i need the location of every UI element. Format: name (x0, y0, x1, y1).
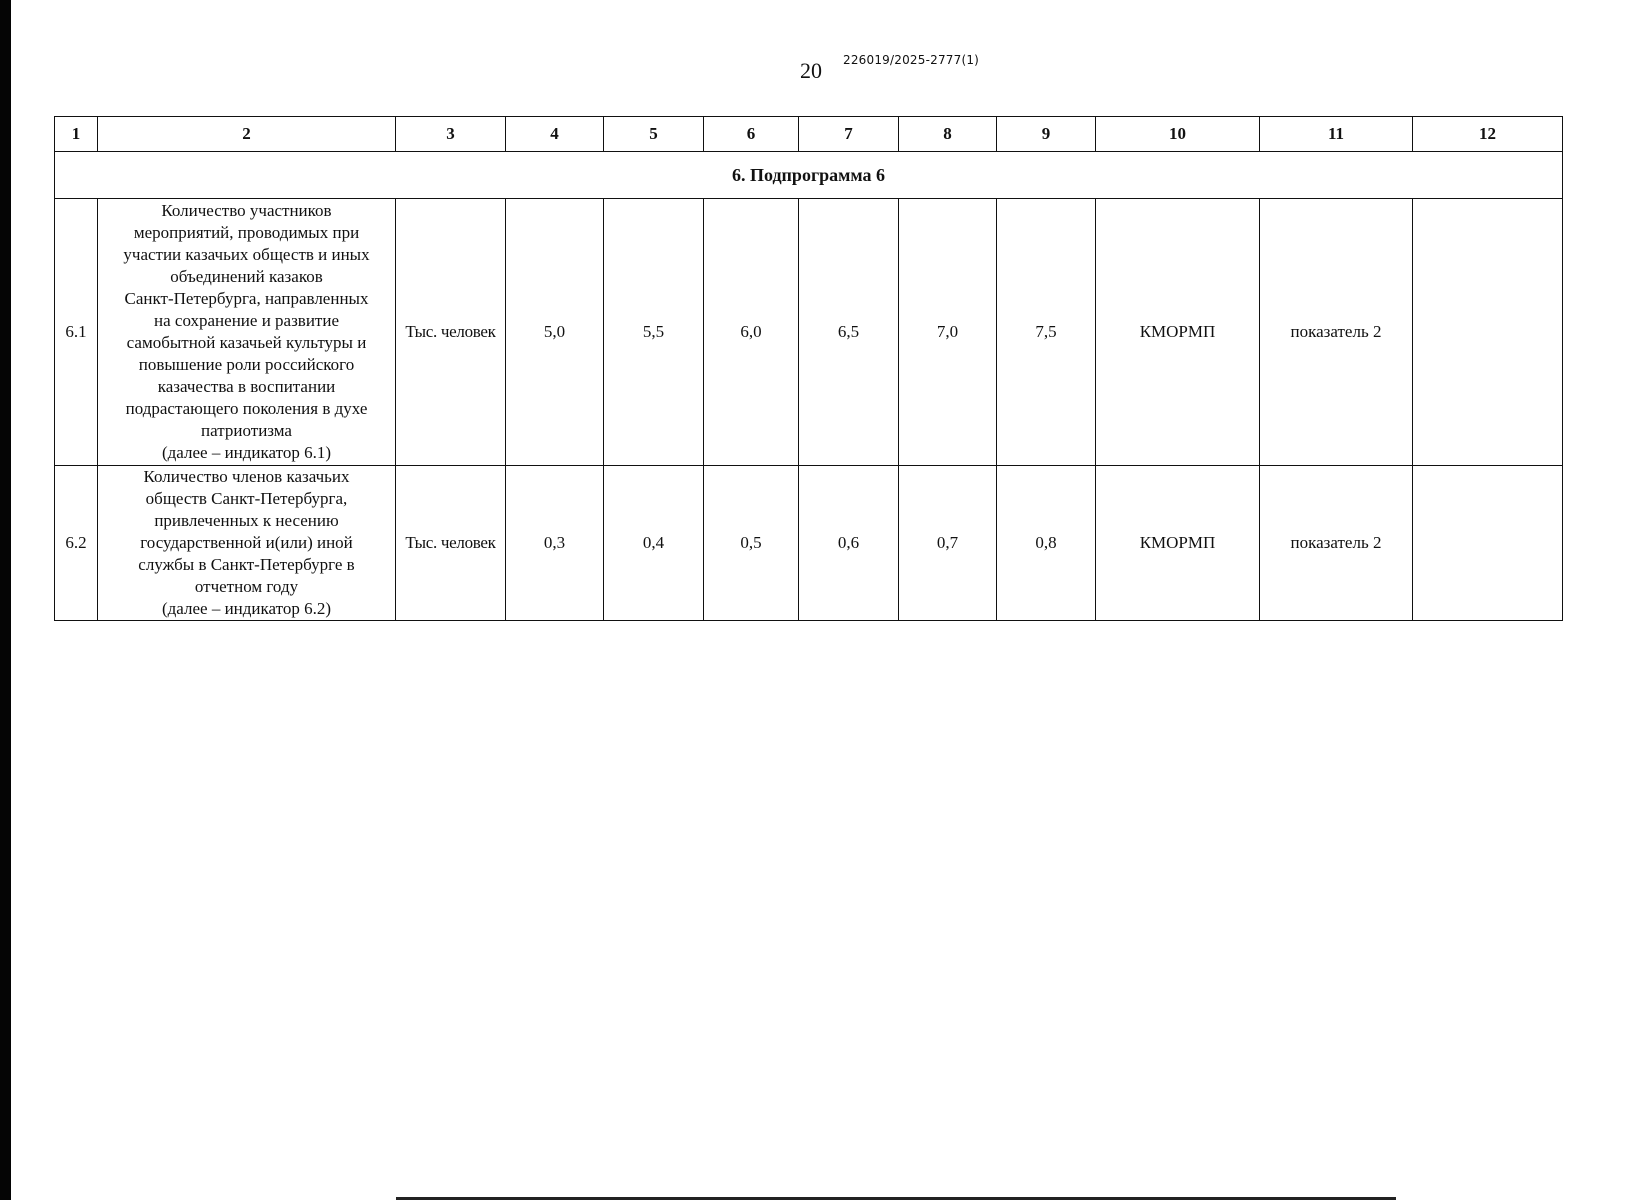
value-cell: 0,6 (799, 466, 899, 621)
indicator-name-line: Количество членов казачьих (143, 467, 350, 486)
note-cell (1413, 466, 1563, 621)
column-number: 2 (98, 117, 396, 152)
column-number: 12 (1413, 117, 1563, 152)
column-number: 4 (506, 117, 604, 152)
indicator-name-line: обществ Санкт-Петербурга, (145, 489, 348, 508)
unit-cell: Тыс. человек (396, 466, 506, 621)
column-number: 7 (799, 117, 899, 152)
indicator-name-line: (далее – индикатор 6.1) (162, 443, 331, 462)
indicator-name-line: повышение роли российского (138, 355, 355, 374)
value-cell: 7,5 (997, 199, 1096, 466)
indicator-name-line: участии казачьих обществ и иных (123, 245, 370, 264)
column-number: 11 (1260, 117, 1413, 152)
value-cell: 6,0 (704, 199, 799, 466)
table-row (55, 199, 1563, 466)
column-number: 6 (704, 117, 799, 152)
indicator-name-line: самобытной казачьей культуры и (126, 333, 367, 352)
row-number: 6.2 (55, 466, 98, 621)
column-number: 3 (396, 117, 506, 152)
indicator-cell: показатель 2 (1260, 199, 1413, 466)
value-cell: 0,7 (899, 466, 997, 621)
note-cell (1413, 199, 1563, 466)
indicator-name-line: привлеченных к несению (154, 511, 339, 530)
column-number-row (55, 117, 1563, 152)
value-cell: 5,0 (506, 199, 604, 466)
value-cell: 0,8 (997, 466, 1096, 621)
indicator-name-line: государственной и(или) иной (140, 533, 353, 552)
indicator-name-line: (далее – индикатор 6.2) (162, 599, 331, 618)
indicator-name-line: службы в Санкт-Петербурге в (138, 555, 355, 574)
indicator-name-line: подрастающего поколения в духе (125, 399, 368, 418)
responsible-cell: КМОРМП (1096, 199, 1260, 466)
column-number: 9 (997, 117, 1096, 152)
value-cell: 0,3 (506, 466, 604, 621)
indicator-name-line: мероприятий, проводимых при (133, 223, 360, 242)
page-number: 20 (800, 58, 822, 83)
table-row (55, 466, 1563, 621)
column-number: 10 (1096, 117, 1260, 152)
indicator-name (98, 199, 396, 466)
scan-edge-left (0, 0, 11, 1200)
indicator-name-line: на сохранение и развитие (154, 311, 339, 330)
section-title: 6. Подпрограмма 6 (55, 152, 1563, 199)
indicator-name-line: патриотизма (201, 421, 292, 440)
indicator-name-line: Количество участников (161, 201, 332, 220)
section-row (55, 152, 1563, 199)
value-cell: 7,0 (899, 199, 997, 466)
column-number: 8 (899, 117, 997, 152)
value-cell: 0,5 (704, 466, 799, 621)
document-id: 226019/2025-2777(1) (843, 53, 980, 67)
value-cell: 5,5 (604, 199, 704, 466)
value-cell: 0,4 (604, 466, 704, 621)
indicator-name-line: объединений казаков (170, 267, 323, 286)
indicator-name-line: отчетном году (194, 577, 299, 596)
indicator-name-line: казачества в воспитании (157, 377, 336, 396)
indicators-table (54, 116, 1563, 621)
indicator-name (98, 466, 396, 621)
column-number: 1 (55, 117, 98, 152)
unit-cell: Тыс. человек (396, 199, 506, 466)
indicator-cell: показатель 2 (1260, 466, 1413, 621)
value-cell: 6,5 (799, 199, 899, 466)
indicator-name-line: Санкт-Петербурга, направленных (124, 289, 369, 308)
row-number: 6.1 (55, 199, 98, 466)
responsible-cell: КМОРМП (1096, 466, 1260, 621)
column-number: 5 (604, 117, 704, 152)
